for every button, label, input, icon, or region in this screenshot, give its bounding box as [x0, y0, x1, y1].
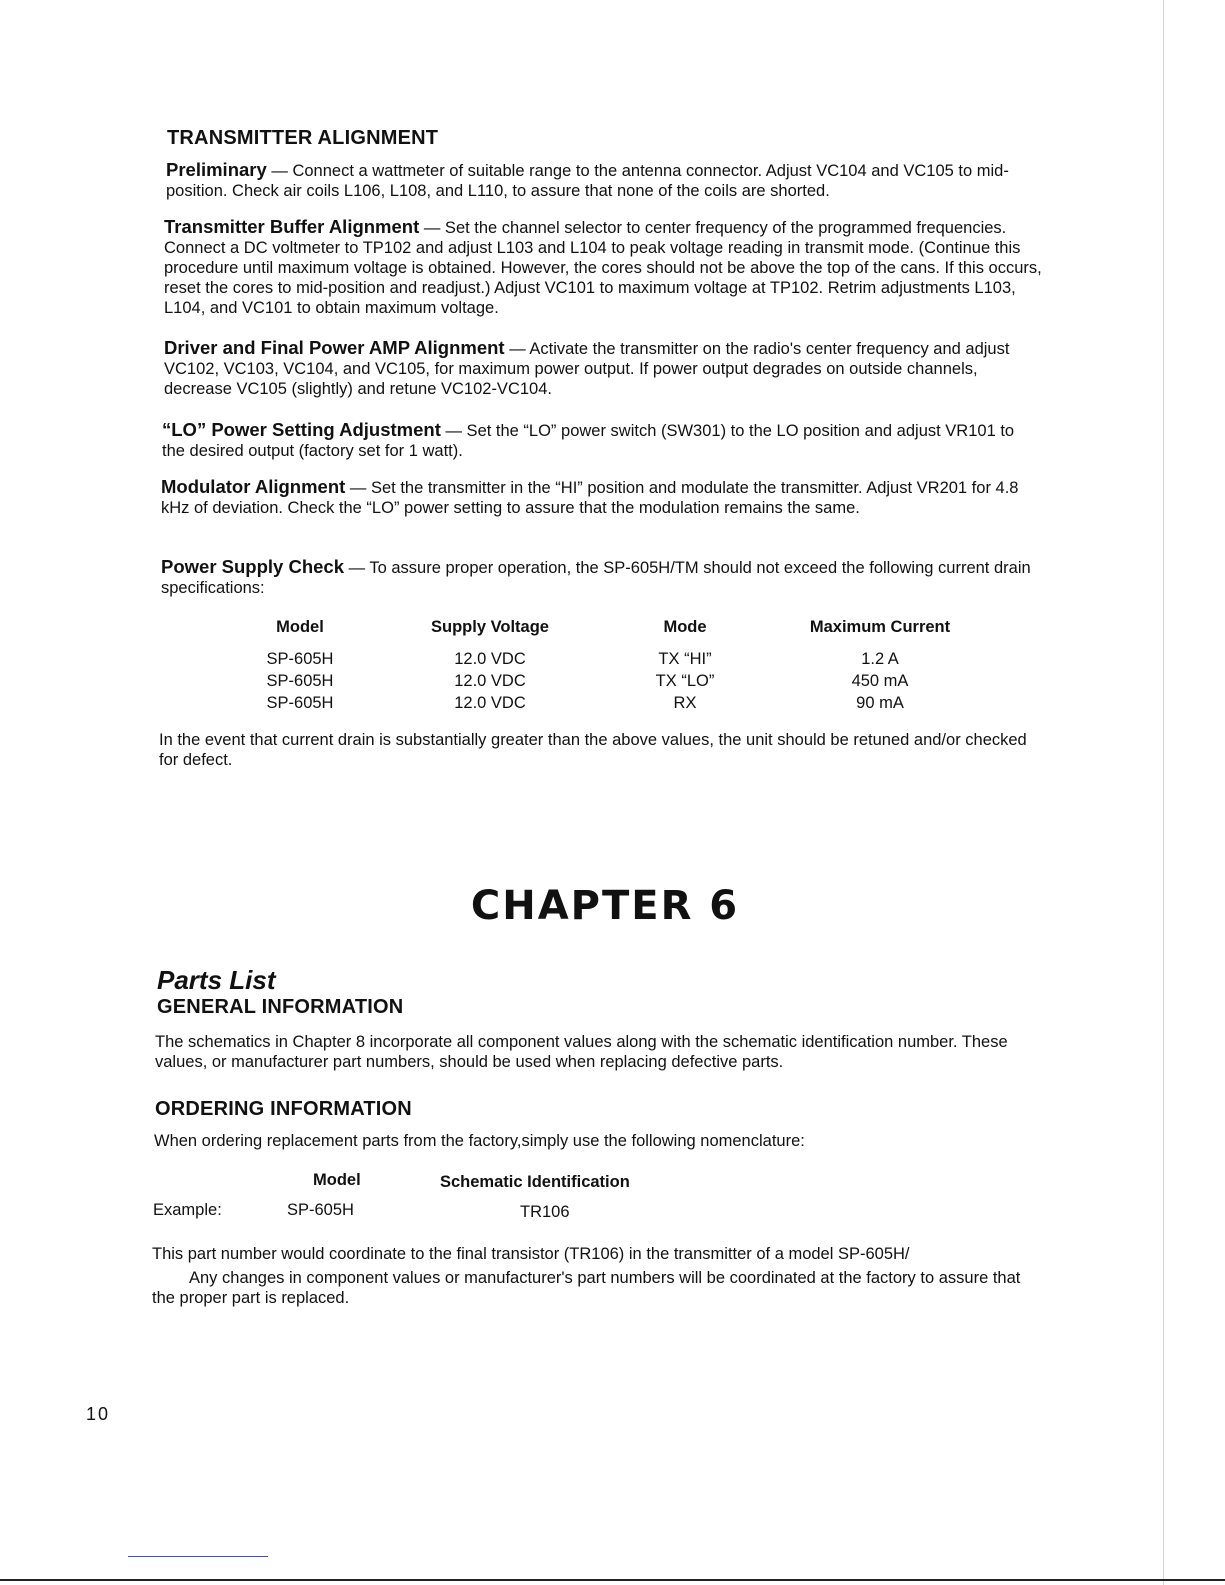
cell-current: 1.2 A: [861, 649, 899, 668]
cell-current: 450 mA: [851, 671, 909, 690]
col-model-header: Model: [276, 618, 324, 636]
cell-mode: RX: [673, 693, 697, 712]
current-drain-table: [230, 618, 1000, 714]
power-supply-paragraph: [161, 557, 1051, 598]
lo-power-text: — Set the “LO” power switch (SW301) to the LO position and adjust VR101 to the desired output (factory set for 1 watt).: [162, 422, 1015, 460]
cell-model: SP-605H: [266, 671, 334, 690]
cell-current: 90 mA: [856, 693, 904, 712]
lo-power-paragraph: [162, 420, 1032, 461]
cell-model: SP-605H: [266, 693, 334, 712]
cell-mode: TX “HI”: [658, 649, 712, 668]
cell-voltage: 12.0 VDC: [454, 693, 526, 712]
ordering-col-model-header: Model: [313, 1171, 361, 1189]
table-row: [230, 648, 1000, 670]
example-label: Example:: [153, 1201, 222, 1219]
driver-final-lead: Driver and Final Power AMP Alignment: [164, 337, 505, 358]
after-table-paragraph: In the event that current drain is substantially greater than the above values, the unit should be retuned and/or checked for defect.: [159, 731, 1027, 769]
power-supply-text: — To assure proper operation, the SP-605H/TM should not exceed the following current drain specifications:: [161, 559, 1031, 597]
modulator-paragraph: [161, 477, 1026, 518]
col-mode-header: Mode: [663, 618, 707, 636]
transmitter-alignment-heading: TRANSMITTER ALIGNMENT: [167, 127, 439, 149]
buffer-alignment-paragraph: [164, 217, 1054, 318]
scan-mark: [128, 1556, 268, 1557]
ordering-intro: When ordering replacement parts from the factory,simply use the following nomenclature:: [154, 1132, 805, 1150]
cell-voltage: 12.0 VDC: [454, 649, 526, 668]
page-edge-bottom: [0, 1579, 1225, 1581]
col-supply-voltage-header: Supply Voltage: [431, 618, 549, 636]
page-edge-right: [1163, 0, 1164, 1585]
lo-power-lead: “LO” Power Setting Adjustment: [162, 419, 441, 440]
preliminary-text: — Connect a wattmeter of suitable range to the antenna connector. Adjust VC104 and VC105 to mid-position. Check air coils L106, L108, and L110, to assure that none of the coils are shorted.: [166, 162, 1009, 200]
general-information-heading: GENERAL INFORMATION: [157, 996, 404, 1018]
ordering-col-schematic-header: Schematic Identification: [440, 1173, 630, 1191]
ordering-note-2: Any changes in component values or manufacturer's part numbers will be coordinated at the factory to assure that the proper part is replaced.: [152, 1269, 1021, 1307]
ordering-information-heading: ORDERING INFORMATION: [155, 1098, 412, 1120]
power-supply-lead: Power Supply Check: [161, 556, 344, 577]
example-model: SP-605H: [287, 1201, 354, 1219]
table-row: [230, 670, 1000, 692]
cell-model: SP-605H: [266, 649, 334, 668]
general-information-text: The schematics in Chapter 8 incorporate all component values along with the schematic identification number. These values, or manufacturer part numbers, should be used when replacing defective parts.: [155, 1033, 1008, 1071]
chapter-title: CHAPTER 6: [470, 883, 740, 929]
ordering-note-1: This part number would coordinate to the final transistor (TR106) in the transmitter of a model SP-605H/: [152, 1245, 910, 1263]
buffer-alignment-lead: Transmitter Buffer Alignment: [164, 216, 420, 237]
current-drain-header-row: [230, 618, 1000, 648]
buffer-alignment-text: — Set the channel selector to center frequency of the programmed frequencies. Connect a DC voltmeter to TP102 and adjust L103 and L104 to peak voltage reading in transmit mode. (Continue this procedure until maximum voltage is obtained. However, the cores should not be above the top of the cans. If this occurs, reset the cores to mid-position and readjust.) Adjust VC101 to maximum voltage at TP102. Retrim adjustments L103, L104, and VC101 to obtain maximum voltage.: [164, 219, 1042, 317]
example-schematic-id: TR106: [520, 1203, 570, 1221]
cell-voltage: 12.0 VDC: [454, 671, 526, 690]
preliminary-paragraph: [166, 160, 1051, 201]
col-max-current-header: Maximum Current: [809, 618, 951, 636]
driver-final-text: — Activate the transmitter on the radio's center frequency and adjust VC102, VC103, VC104, and VC105, for maximum power output. If power output degrades on outside channels, decrease VC105 (slightly) and retune VC102-VC104.: [164, 340, 1010, 398]
parts-list-title: Parts List: [157, 965, 276, 995]
driver-final-paragraph: [164, 338, 1044, 399]
cell-mode: TX “LO”: [655, 671, 715, 690]
preliminary-lead: Preliminary: [166, 159, 267, 180]
table-row: [230, 692, 1000, 714]
page-number: 10: [86, 1404, 111, 1424]
modulator-text: — Set the transmitter in the “HI” position and modulate the transmitter. Adjust VR201 for 4.8 kHz of deviation. Check the “LO” power setting to assure that the modulation remains the same.: [161, 479, 1019, 517]
modulator-lead: Modulator Alignment: [161, 476, 346, 497]
